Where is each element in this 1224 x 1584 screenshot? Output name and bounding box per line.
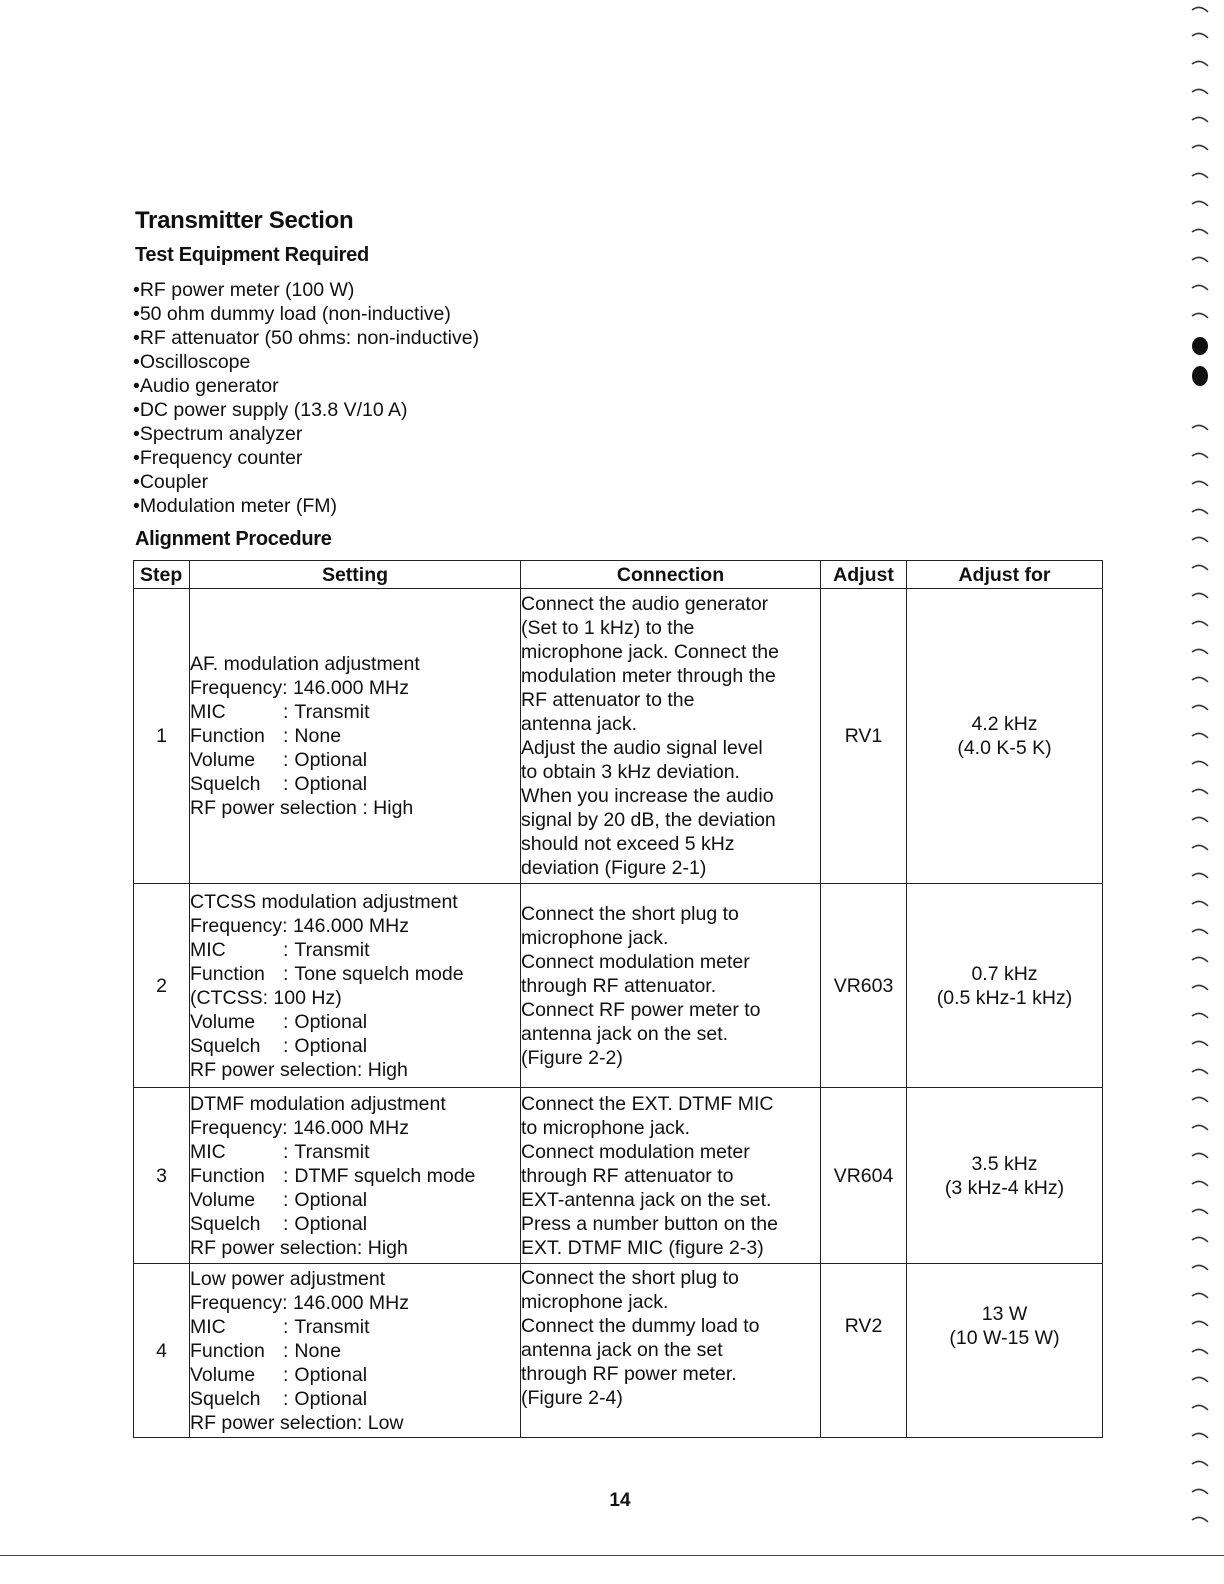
function-setting: Function : DTMF squelch mode: [190, 1164, 476, 1187]
alignment-table: [133, 560, 1103, 1438]
step-cell: 4: [134, 1264, 190, 1438]
table-row: [134, 884, 1103, 1088]
squelch-setting: Squelch : Optional: [190, 1387, 368, 1410]
mic-setting: MIC : Transmit: [190, 1140, 370, 1163]
target-value: 13 W: [981, 1303, 1028, 1325]
step-cell: 1: [134, 589, 190, 884]
rf-power-setting: RF power selection: High: [190, 1236, 408, 1259]
function-setting: Function : None: [190, 725, 342, 747]
squelch-setting: Squelch : Optional: [190, 1212, 368, 1235]
list-item: • DC power supply (13.8 V/10 A): [133, 398, 479, 422]
list-item: • 50 ohm dummy load (non-inductive): [133, 302, 479, 326]
table-row: [134, 1088, 1103, 1264]
step-cell: 3: [134, 1088, 190, 1264]
volume-setting: Volume : Optional: [190, 1363, 368, 1386]
column-header-setting: Setting: [190, 561, 521, 589]
target-range: (4.0 K-5 K): [957, 737, 1052, 759]
connection-cell: Connect the short plug to microphone jack. Connect the dummy load to antenna jack on the set through RF power meter. (Figure 2-4): [521, 1264, 821, 1438]
adjust-for-cell: [907, 884, 1103, 1088]
setting-title: AF. modulation adjustment: [190, 653, 420, 675]
connection-cell: Connect the EXT. DTMF MIC to microphone jack. Connect modulation meter through RF attenuator to EXT-antenna jack on the set. Press a number button on the EXT. DTMF MIC (figure 2-3): [521, 1088, 821, 1264]
table-header-row: [134, 561, 1103, 589]
list-item: • Spectrum analyzer: [133, 422, 479, 446]
adjust-for-cell: [907, 589, 1103, 884]
setting-title: DTMF modulation adjustment: [190, 1092, 446, 1115]
volume-setting: Volume : Optional: [190, 749, 368, 771]
scan-bottom-edge: [0, 1555, 1224, 1556]
volume-setting: Volume : Optional: [190, 1010, 368, 1033]
adjust-for-cell: [907, 1088, 1103, 1264]
setting-cell: [190, 884, 521, 1088]
page-number: 14: [609, 1490, 631, 1511]
binding-marks-icon: [1186, 0, 1214, 1584]
setting-cell: [190, 1264, 521, 1438]
list-item: • Oscilloscope: [133, 350, 479, 374]
list-item: • Coupler: [133, 470, 479, 494]
mic-setting: MIC : Transmit: [190, 701, 370, 723]
section-title: Transmitter Section: [135, 207, 354, 234]
column-header-connection: Connection: [521, 561, 821, 589]
list-item: • RF power meter (100 W): [133, 278, 479, 302]
adjust-cell: VR603: [821, 884, 907, 1088]
target-range: (3 kHz-4 kHz): [944, 1176, 1065, 1199]
mic-setting: MIC : Transmit: [190, 938, 370, 961]
list-item: • RF attenuator (50 ohms: non-inductive): [133, 326, 479, 350]
test-equipment-list: [133, 278, 479, 518]
target-range: (0.5 kHz-1 kHz): [936, 986, 1073, 1009]
target-value: 0.7 kHz: [971, 962, 1038, 985]
target-value: 4.2 kHz: [971, 713, 1038, 735]
adjust-cell: RV2: [821, 1264, 907, 1438]
adjust-cell: VR604: [821, 1088, 907, 1264]
test-equipment-heading: Test Equipment Required: [135, 244, 369, 266]
rf-power-setting: RF power selection : High: [190, 797, 414, 819]
alignment-procedure-heading: Alignment Procedure: [135, 528, 332, 550]
adjust-for-cell: [907, 1264, 1103, 1438]
squelch-setting: Squelch : Optional: [190, 1034, 368, 1057]
adjust-cell: RV1: [821, 589, 907, 884]
squelch-setting: Squelch : Optional: [190, 773, 368, 795]
ctcss-setting: (CTCSS: 100 Hz): [190, 986, 342, 1009]
list-item: • Audio generator: [133, 374, 479, 398]
frequency-value: Frequency: 146.000 MHz: [190, 914, 409, 937]
connection-cell: Connect the short plug to microphone jack. Connect modulation meter through RF attenuator. Connect RF power meter to antenna jack on the set. (Figure 2-2): [521, 884, 821, 1088]
rf-power-setting: RF power selection: High: [190, 1058, 408, 1081]
column-header-step: Step: [134, 561, 190, 589]
setting-title: CTCSS modulation adjustment: [190, 890, 458, 913]
setting-cell: [190, 1088, 521, 1264]
target-range: (10 W-15 W): [949, 1327, 1060, 1349]
list-item: • Modulation meter (FM): [133, 494, 479, 518]
frequency-value: Frequency: 146.000 MHz: [190, 677, 409, 699]
table-row: [134, 1264, 1103, 1438]
column-header-adjust: Adjust: [821, 561, 907, 589]
setting-title: Low power adjustment: [190, 1267, 386, 1290]
rf-power-setting: RF power selection: Low: [190, 1411, 404, 1434]
target-value: 3.5 kHz: [971, 1152, 1038, 1175]
table-row: [134, 589, 1103, 884]
mic-setting: MIC : Transmit: [190, 1315, 370, 1338]
setting-cell: [190, 589, 521, 884]
column-header-adjust-for: Adjust for: [907, 561, 1103, 589]
volume-setting: Volume : Optional: [190, 1188, 368, 1211]
frequency-value: Frequency: 146.000 MHz: [190, 1291, 409, 1314]
frequency-value: Frequency: 146.000 MHz: [190, 1116, 409, 1139]
function-setting: Function : None: [190, 1339, 342, 1362]
list-item: • Frequency counter: [133, 446, 479, 470]
step-cell: 2: [134, 884, 190, 1088]
function-setting: Function : Tone squelch mode: [190, 962, 464, 985]
connection-cell: Connect the audio generator (Set to 1 kHz) to the microphone jack. Connect the modulation meter through the RF attenuator to the antenna jack. Adjust the audio signal level to obtain 3 kHz deviation. When you increase the audio signal by 20 dB, the deviation should not exceed 5 kHz deviation (Figure 2-1): [521, 589, 821, 884]
